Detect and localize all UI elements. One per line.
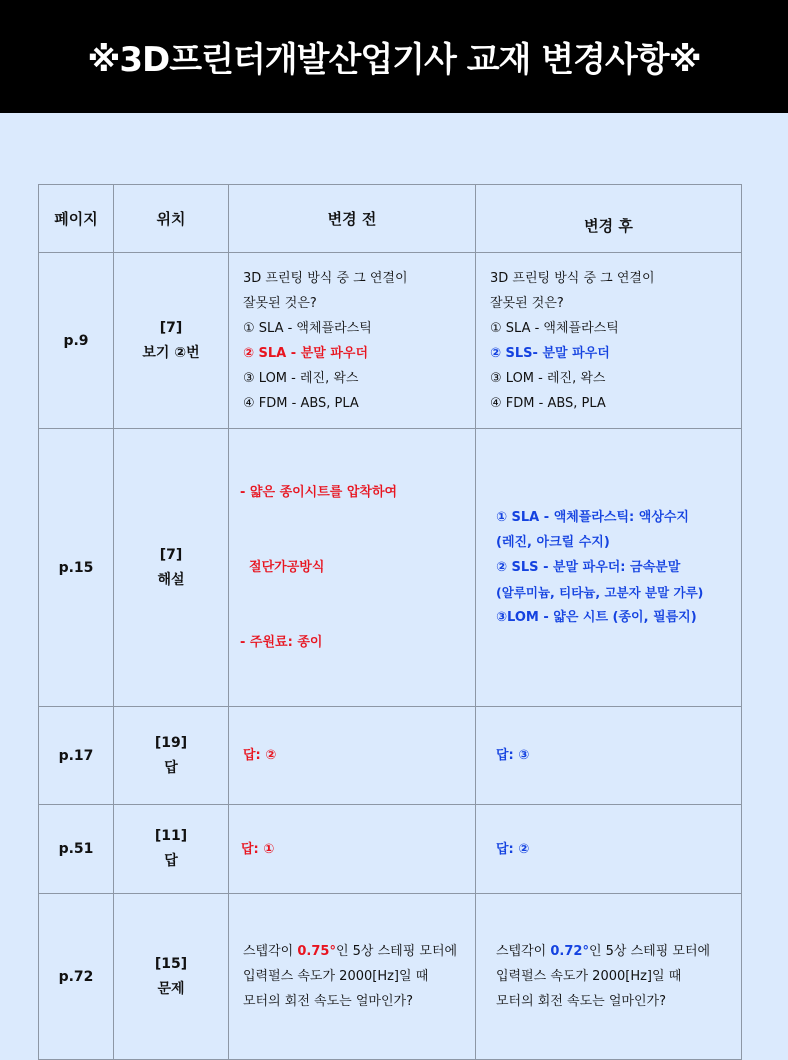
after-line-changed: ③LOM - 얇은 시트 (종이, 필름지) <box>496 610 697 625</box>
before-line-changed: ② SLA - 분말 파우더 <box>243 345 369 361</box>
row-before <box>229 429 476 707</box>
question-suffix: 인 5상 스테핑 모터에 <box>335 944 458 959</box>
question-prefix: 스텝각이 <box>243 944 298 959</box>
row-after <box>476 805 742 894</box>
location-detail: 보기 ②번 <box>142 344 200 361</box>
table-row <box>39 253 742 429</box>
location-detail: 답 <box>164 853 178 869</box>
after-question-line: 모터의 회전 속도는 얼마인가? <box>496 994 666 1009</box>
after-answer: 답: ② <box>496 841 530 857</box>
before-line-changed: 절단가공방식 <box>240 560 325 575</box>
before-line: ① SLA - 액체플라스틱 <box>243 320 372 336</box>
table-row <box>39 429 742 707</box>
row-before <box>229 707 476 805</box>
after-line-changed: ① SLA - 액체플라스틱: 액상수지 <box>496 510 689 525</box>
header-page: 페이지 <box>39 185 114 253</box>
row-after <box>476 707 742 805</box>
location-number: [7] <box>159 546 183 563</box>
after-line-changed: ② SLS- 분말 파우더 <box>490 345 610 361</box>
after-line-changed: (레진, 아크릴 수지) <box>496 535 610 550</box>
page-title-banner <box>0 0 788 113</box>
after-answer: 답: ③ <box>496 748 530 763</box>
errata-table <box>38 184 742 1060</box>
table-row <box>39 707 742 805</box>
row-before <box>229 805 476 894</box>
row-location <box>114 253 229 429</box>
location-detail: 해설 <box>157 571 185 588</box>
after-line-changed: ② SLS - 분말 파우더: 금속분말 <box>496 560 681 575</box>
location-number: [7] <box>159 319 183 336</box>
header-after: 변경 후 <box>476 185 742 253</box>
row-location <box>114 805 229 894</box>
row-location <box>114 894 229 1060</box>
before-answer: 답: ② <box>243 748 277 763</box>
header-before: 변경 전 <box>229 185 476 253</box>
before-line: ④ FDM - ABS, PLA <box>243 395 359 411</box>
table-row <box>39 805 742 894</box>
before-line-changed: - 얇은 종이시트를 압착하여 <box>240 485 398 500</box>
row-after <box>476 429 742 707</box>
row-location <box>114 707 229 805</box>
row-location <box>114 429 229 707</box>
before-question-line: 모터의 회전 속도는 얼마인가? <box>243 994 413 1009</box>
location-detail: 문제 <box>157 980 185 997</box>
before-answer: 답: ① <box>241 841 275 857</box>
after-line: ③ LOM - 레진, 왁스 <box>490 370 606 386</box>
before-line: ③ LOM - 레진, 왁스 <box>243 370 359 386</box>
row-page: p.72 <box>39 894 114 1060</box>
before-line: 잘못된 것은? <box>243 295 317 311</box>
row-before <box>229 894 476 1060</box>
row-page: p.9 <box>39 253 114 429</box>
after-line: 3D 프린팅 방식 중 그 연결이 <box>490 270 655 286</box>
before-line-changed: - 주원료: 종이 <box>240 635 323 650</box>
after-line: ④ FDM - ABS, PLA <box>490 395 606 411</box>
question-prefix: 스텝각이 <box>496 944 551 959</box>
step-angle-after: 0.72° <box>550 944 589 959</box>
row-after <box>476 253 742 429</box>
row-page: p.51 <box>39 805 114 894</box>
table-row <box>39 894 742 1060</box>
before-question-line: 입력펄스 속도가 2000[Hz]일 때 <box>243 969 429 984</box>
location-detail: 답 <box>164 759 178 776</box>
after-line: 잘못된 것은? <box>490 295 564 311</box>
table-header-row <box>39 185 742 253</box>
location-number: [11] <box>154 828 188 844</box>
before-line: 3D 프린팅 방식 중 그 연결이 <box>243 270 408 286</box>
step-angle-before: 0.75° <box>297 944 336 959</box>
location-number: [15] <box>154 955 188 972</box>
before-question-line <box>243 939 474 964</box>
after-question-line: 입력펄스 속도가 2000[Hz]일 때 <box>496 969 682 984</box>
row-before <box>229 253 476 429</box>
after-line: ① SLA - 액체플라스틱 <box>490 320 619 336</box>
row-page: p.17 <box>39 707 114 805</box>
question-suffix: 인 5상 스테핑 모터에 <box>588 944 711 959</box>
page-title: ※3D프린터개발산업기사 교재 변경사항※ <box>87 40 701 80</box>
location-number: [19] <box>154 734 188 751</box>
row-page: p.15 <box>39 429 114 707</box>
after-line-changed: (알루미늄, 티타늄, 고분자 분말 가루) <box>496 585 704 600</box>
after-question-line <box>496 939 740 964</box>
header-location: 위치 <box>114 185 229 253</box>
row-after <box>476 894 742 1060</box>
